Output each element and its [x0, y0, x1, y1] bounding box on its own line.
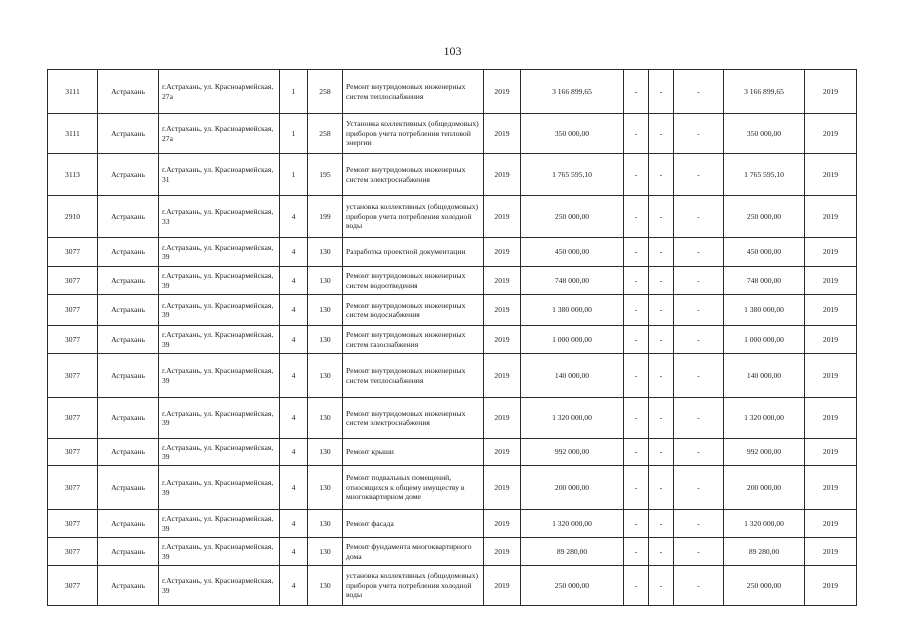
- cell-address: г.Астрахань, ул. Красноармейская, 39: [159, 267, 280, 295]
- cell-area: 199: [308, 196, 343, 238]
- cell-address: г.Астрахань, ул. Красноармейская, 39: [159, 238, 280, 267]
- cell-area: 130: [308, 566, 343, 606]
- cell-d2: -: [649, 114, 674, 154]
- cell-area: 130: [308, 295, 343, 326]
- cell-year: 2019: [484, 154, 521, 196]
- cell-work: Ремонт внутридомовых инженерных систем теплоснабжения: [343, 70, 484, 114]
- cell-total: 1 320 000,00: [724, 510, 805, 538]
- table-row: [48, 398, 857, 439]
- cell-d1: -: [624, 566, 649, 606]
- cell-d3: -: [674, 538, 724, 566]
- table-row: [48, 510, 857, 538]
- cell-sum: 140 000,00: [521, 354, 624, 398]
- table-row: [48, 566, 857, 606]
- cell-work: установка коллективных (общедомовых) приборов учета потребления холодной воды: [343, 566, 484, 606]
- cell-city: Астрахань: [98, 154, 159, 196]
- cell-work: Ремонт внутридомовых инженерных систем электроснабжения: [343, 154, 484, 196]
- cell-floors: 4: [280, 466, 308, 510]
- cell-d2: -: [649, 326, 674, 354]
- cell-year: 2019: [484, 114, 521, 154]
- cell-code: 3077: [48, 398, 98, 439]
- cell-address: г.Астрахань, ул. Красноармейская, 39: [159, 354, 280, 398]
- cell-year: 2019: [484, 196, 521, 238]
- cell-d1: -: [624, 439, 649, 466]
- cell-area: 130: [308, 510, 343, 538]
- cell-city: Астрахань: [98, 326, 159, 354]
- cell-sum: 450 000,00: [521, 238, 624, 267]
- cell-code: 3077: [48, 466, 98, 510]
- capital-repair-table: [47, 69, 857, 606]
- cell-city: Астрахань: [98, 439, 159, 466]
- cell-work: Ремонт внутридомовых инженерных систем водоотведения: [343, 267, 484, 295]
- cell-area: 130: [308, 398, 343, 439]
- cell-d3: -: [674, 398, 724, 439]
- cell-year-end: 2019: [805, 114, 857, 154]
- cell-area: 130: [308, 326, 343, 354]
- cell-year: 2019: [484, 466, 521, 510]
- cell-floors: 4: [280, 439, 308, 466]
- cell-d2: -: [649, 267, 674, 295]
- cell-d2: -: [649, 154, 674, 196]
- cell-d2: -: [649, 538, 674, 566]
- table-row: [48, 326, 857, 354]
- cell-sum: 250 000,00: [521, 196, 624, 238]
- cell-floors: 4: [280, 354, 308, 398]
- cell-year-end: 2019: [805, 238, 857, 267]
- cell-city: Астрахань: [98, 354, 159, 398]
- cell-year-end: 2019: [805, 566, 857, 606]
- table-row: [48, 538, 857, 566]
- cell-address: г.Астрахань, ул. Красноармейская, 39: [159, 466, 280, 510]
- cell-year-end: 2019: [805, 398, 857, 439]
- cell-total: 89 280,00: [724, 538, 805, 566]
- cell-address: г.Астрахань, ул. Красноармейская, 27а: [159, 70, 280, 114]
- cell-address: г.Астрахань, ул. Красноармейская, 39: [159, 439, 280, 466]
- cell-code: 3077: [48, 566, 98, 606]
- cell-year-end: 2019: [805, 196, 857, 238]
- cell-d3: -: [674, 70, 724, 114]
- cell-d1: -: [624, 466, 649, 510]
- cell-work: установка коллективных (общедомовых) приборов учета потребления холодной воды: [343, 196, 484, 238]
- cell-sum: 250 000,00: [521, 566, 624, 606]
- cell-address: г.Астрахань, ул. Красноармейская, 27а: [159, 114, 280, 154]
- cell-year: 2019: [484, 354, 521, 398]
- cell-work: Ремонт крыши: [343, 439, 484, 466]
- cell-d3: -: [674, 354, 724, 398]
- cell-sum: 1 000 000,00: [521, 326, 624, 354]
- cell-floors: 4: [280, 398, 308, 439]
- cell-d1: -: [624, 510, 649, 538]
- cell-d2: -: [649, 295, 674, 326]
- cell-floors: 4: [280, 538, 308, 566]
- cell-total: 450 000,00: [724, 238, 805, 267]
- cell-d2: -: [649, 398, 674, 439]
- cell-d1: -: [624, 114, 649, 154]
- cell-d2: -: [649, 354, 674, 398]
- cell-d1: -: [624, 70, 649, 114]
- cell-d2: -: [649, 70, 674, 114]
- cell-total: 748 000,00: [724, 267, 805, 295]
- cell-year: 2019: [484, 566, 521, 606]
- cell-total: 992 000,00: [724, 439, 805, 466]
- cell-code: 3077: [48, 538, 98, 566]
- cell-total: 140 000,00: [724, 354, 805, 398]
- cell-year-end: 2019: [805, 538, 857, 566]
- cell-city: Астрахань: [98, 510, 159, 538]
- cell-sum: 3 166 899,65: [521, 70, 624, 114]
- cell-sum: 350 000,00: [521, 114, 624, 154]
- cell-sum: 89 280,00: [521, 538, 624, 566]
- cell-city: Астрахань: [98, 295, 159, 326]
- cell-city: Астрахань: [98, 267, 159, 295]
- cell-area: 258: [308, 114, 343, 154]
- cell-code: 3077: [48, 295, 98, 326]
- cell-d3: -: [674, 267, 724, 295]
- cell-code: 3077: [48, 510, 98, 538]
- cell-code: 3111: [48, 70, 98, 114]
- cell-sum: 748 000,00: [521, 267, 624, 295]
- cell-total: 200 000,00: [724, 466, 805, 510]
- cell-address: г.Астрахань, ул. Красноармейская, 39: [159, 510, 280, 538]
- cell-area: 130: [308, 267, 343, 295]
- cell-code: 3111: [48, 114, 98, 154]
- table-row: [48, 267, 857, 295]
- cell-total: 350 000,00: [724, 114, 805, 154]
- cell-city: Астрахань: [98, 466, 159, 510]
- cell-sum: 1 765 595,10: [521, 154, 624, 196]
- cell-city: Астрахань: [98, 538, 159, 566]
- cell-code: 3077: [48, 439, 98, 466]
- table-row: [48, 295, 857, 326]
- cell-year-end: 2019: [805, 439, 857, 466]
- cell-total: 250 000,00: [724, 566, 805, 606]
- cell-code: 3077: [48, 238, 98, 267]
- cell-floors: 4: [280, 295, 308, 326]
- cell-d1: -: [624, 267, 649, 295]
- cell-d1: -: [624, 398, 649, 439]
- cell-year-end: 2019: [805, 466, 857, 510]
- cell-year: 2019: [484, 70, 521, 114]
- cell-d2: -: [649, 510, 674, 538]
- cell-floors: 4: [280, 267, 308, 295]
- cell-d3: -: [674, 154, 724, 196]
- table-row: [48, 70, 857, 114]
- cell-work: Ремонт подвальных помещений, относящихся к общему имуществу в многоквартирном доме: [343, 466, 484, 510]
- cell-code: 2910: [48, 196, 98, 238]
- cell-city: Астрахань: [98, 196, 159, 238]
- cell-area: 258: [308, 70, 343, 114]
- cell-d1: -: [624, 295, 649, 326]
- cell-code: 3077: [48, 326, 98, 354]
- cell-year: 2019: [484, 267, 521, 295]
- cell-d1: -: [624, 326, 649, 354]
- cell-work: Ремонт внутридомовых инженерных систем электроснабжения: [343, 398, 484, 439]
- cell-sum: 1 320 000,00: [521, 398, 624, 439]
- cell-total: 1 765 595,10: [724, 154, 805, 196]
- cell-total: 250 000,00: [724, 196, 805, 238]
- cell-d3: -: [674, 295, 724, 326]
- cell-floors: 4: [280, 238, 308, 267]
- table-row: [48, 354, 857, 398]
- cell-address: г.Астрахань, ул. Красноармейская, 39: [159, 538, 280, 566]
- cell-year-end: 2019: [805, 154, 857, 196]
- cell-year: 2019: [484, 326, 521, 354]
- cell-d3: -: [674, 566, 724, 606]
- cell-d2: -: [649, 439, 674, 466]
- table-body: [48, 70, 857, 606]
- cell-d1: -: [624, 196, 649, 238]
- cell-area: 130: [308, 439, 343, 466]
- cell-work: Ремонт внутридомовых инженерных систем водоснабжения: [343, 295, 484, 326]
- cell-area: 130: [308, 466, 343, 510]
- table-row: [48, 466, 857, 510]
- cell-total: 1 320 000,00: [724, 398, 805, 439]
- cell-floors: 1: [280, 154, 308, 196]
- cell-sum: 992 000,00: [521, 439, 624, 466]
- cell-year: 2019: [484, 439, 521, 466]
- cell-d1: -: [624, 354, 649, 398]
- page-number: 103: [443, 44, 462, 58]
- cell-year-end: 2019: [805, 267, 857, 295]
- cell-year-end: 2019: [805, 354, 857, 398]
- cell-city: Астрахань: [98, 238, 159, 267]
- cell-address: г.Астрахань, ул. Красноармейская, 39: [159, 326, 280, 354]
- cell-code: 3077: [48, 354, 98, 398]
- cell-year: 2019: [484, 538, 521, 566]
- cell-d2: -: [649, 238, 674, 267]
- cell-year: 2019: [484, 295, 521, 326]
- cell-total: 3 166 899,65: [724, 70, 805, 114]
- cell-d2: -: [649, 466, 674, 510]
- cell-work: Ремонт фасада: [343, 510, 484, 538]
- cell-d2: -: [649, 566, 674, 606]
- cell-address: г.Астрахань, ул. Красноармейская, 31: [159, 154, 280, 196]
- cell-work: Ремонт внутридомовых инженерных систем теплоснабжения: [343, 354, 484, 398]
- table-row: [48, 154, 857, 196]
- cell-code: 3077: [48, 267, 98, 295]
- cell-sum: 1 320 000,00: [521, 510, 624, 538]
- cell-d3: -: [674, 238, 724, 267]
- cell-d3: -: [674, 196, 724, 238]
- cell-floors: 4: [280, 510, 308, 538]
- cell-year-end: 2019: [805, 295, 857, 326]
- cell-city: Астрахань: [98, 398, 159, 439]
- cell-city: Астрахань: [98, 114, 159, 154]
- cell-d3: -: [674, 326, 724, 354]
- cell-d3: -: [674, 439, 724, 466]
- cell-total: 1 380 000,00: [724, 295, 805, 326]
- cell-year: 2019: [484, 398, 521, 439]
- cell-year: 2019: [484, 238, 521, 267]
- cell-floors: 1: [280, 70, 308, 114]
- table-row: [48, 114, 857, 154]
- cell-code: 3113: [48, 154, 98, 196]
- cell-work: Разработка проектной документации: [343, 238, 484, 267]
- cell-d1: -: [624, 238, 649, 267]
- cell-year: 2019: [484, 510, 521, 538]
- cell-floors: 4: [280, 326, 308, 354]
- cell-address: г.Астрахань, ул. Красноармейская, 39: [159, 398, 280, 439]
- table-row: [48, 238, 857, 267]
- cell-work: Ремонт фундамента многоквартирного дома: [343, 538, 484, 566]
- table-row: [48, 439, 857, 466]
- cell-d3: -: [674, 510, 724, 538]
- cell-city: Астрахань: [98, 566, 159, 606]
- cell-d1: -: [624, 154, 649, 196]
- cell-year-end: 2019: [805, 70, 857, 114]
- cell-d3: -: [674, 114, 724, 154]
- cell-address: г.Астрахань, ул. Красноармейская, 33: [159, 196, 280, 238]
- cell-floors: 4: [280, 196, 308, 238]
- cell-d2: -: [649, 196, 674, 238]
- cell-area: 130: [308, 238, 343, 267]
- cell-total: 1 000 000,00: [724, 326, 805, 354]
- cell-year-end: 2019: [805, 510, 857, 538]
- cell-area: 130: [308, 538, 343, 566]
- cell-d3: -: [674, 466, 724, 510]
- cell-city: Астрахань: [98, 70, 159, 114]
- cell-sum: 200 000,00: [521, 466, 624, 510]
- cell-floors: 1: [280, 114, 308, 154]
- cell-work: Установка коллективных (общедомовых) приборов учета потребления тепловой энергии: [343, 114, 484, 154]
- cell-area: 130: [308, 354, 343, 398]
- cell-address: г.Астрахань, ул. Красноармейская, 39: [159, 295, 280, 326]
- cell-sum: 1 380 000,00: [521, 295, 624, 326]
- cell-address: г.Астрахань, ул. Красноармейская, 39: [159, 566, 280, 606]
- cell-floors: 4: [280, 566, 308, 606]
- cell-year-end: 2019: [805, 326, 857, 354]
- table-row: [48, 196, 857, 238]
- cell-work: Ремонт внутридомовых инженерных систем газоснабжения: [343, 326, 484, 354]
- cell-d1: -: [624, 538, 649, 566]
- cell-area: 195: [308, 154, 343, 196]
